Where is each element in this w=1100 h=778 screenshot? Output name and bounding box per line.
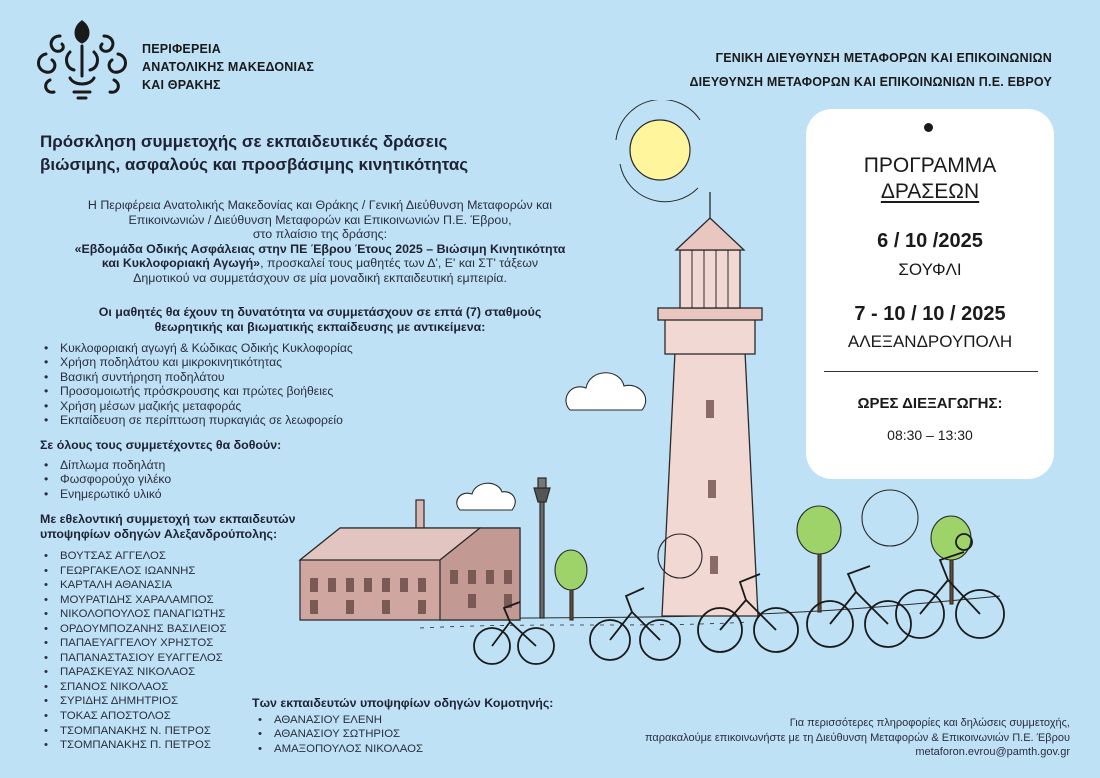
event-name-line2: και Κυκλοφοριακή Αγωγή» — [101, 256, 261, 271]
contact-info — [645, 716, 1070, 760]
intro-paragraph — [20, 198, 620, 286]
list-item: • ΜΟΥΡΑΤΙΔΗΣ ΧΑΡΑΛΑΜΠΟΣ — [38, 593, 227, 608]
intro-line3: στο πλαίσιο της δράσης: — [252, 227, 388, 242]
event-name-line1: «Εβδομάδα Οδικής Ασφάλειας στην ΠΕ Έβρου Έτους 2025 – Βιώσιμη Κινητικότητα — [74, 241, 566, 256]
list-item: • Φωσφορούχο γιλέκο — [38, 472, 171, 486]
hours-label: ΩΡΕΣ ΔΙΕΞΑΓΩΓΗΣ: — [857, 395, 1003, 412]
volunteers-heading-line1: Με εθελοντική συμμετοχή των εκπαιδευτών — [40, 512, 296, 526]
intro-line5: , προσκαλεί τους μαθητές των Δ', Ε' και ΣΤ' τάξεων — [260, 256, 539, 271]
department-line2: ΔΙΕΥΘΥΝΣΗ ΜΕΤΑΦΟΡΩΝ ΚΑΙ ΕΠΙΚΟΙΝΩΝΙΩΝ Π.Ε. ΕΒΡΟΥ — [689, 75, 1052, 89]
volunteers-heading-line2: υποψηφίων οδηγών Αλεξανδρούπολης: — [40, 526, 278, 541]
street-lamp-icon — [534, 478, 550, 618]
list-item: • ΟΡΔΟΥΜΠΟΖΑΝΗΣ ΒΑΣΙΛΕΙΟΣ — [38, 622, 227, 637]
list-item: • Δίπλωμα ποδηλάτη — [38, 458, 171, 472]
list-item: • Χρήση μέσων μαζικής μεταφοράς — [38, 399, 353, 413]
page-title-line2: βιώσιμης, ασφαλούς και προσβάσιμης κινητικότητας — [40, 155, 469, 174]
contact-email[interactable]: metaforon.evrou@pamth.gov.gr — [915, 746, 1070, 759]
contact-line2: παρακαλούμε επικοινωνήστε με τη Διεύθυνση Μεταφορών & Επικοινωνιών Π.Ε. Έβρου — [644, 731, 1070, 744]
list-item: • ΠΑΠΑΕΥΑΓΓΕΛΟΥ ΧΡΗΣΤΟΣ — [38, 636, 227, 651]
list-item: • ΒΟΥΤΣΑΣ ΑΓΓΕΛΟΣ — [38, 549, 227, 564]
volunteers-heading — [40, 512, 296, 541]
stations-heading — [40, 305, 600, 334]
program-title-line2: ΔΡΑΣΕΩΝ — [880, 180, 980, 203]
stations-heading-line2: θεωρητικής και βιωματικής εκπαίδευσης με αντικείμενα: — [154, 319, 486, 334]
list-item: • ΠΑΠΑΝΑΣΤΑΣΙΟΥ ΕΥΑΓΓΕΛΟΣ — [38, 651, 227, 666]
list-item: • Προσομοιωτής πρόσκρουσης και πρώτες βοήθειες — [38, 384, 353, 398]
contact-line1: Για περισσότερες πληροφορίες και δηλώσεις συμμετοχής, — [789, 717, 1070, 729]
list-item: • Χρήση ποδηλάτου και μικροκινητικότητας — [38, 355, 353, 369]
region-name-line2: ΑΝΑΤΟΛΙΚΗΣ ΜΑΚΕΔΟΝΙΑΣ — [142, 60, 315, 74]
page-title — [40, 130, 600, 176]
list-item: • ΑΘΑΝΑΣΙΟΥ ΕΛΕΝΗ — [252, 713, 423, 727]
volunteers-list — [38, 549, 227, 753]
list-item: • ΤΣΟΜΠΑΝΑΚΗΣ Ν. ΠΕΤΡΟΣ — [38, 724, 227, 739]
list-item: • Ενημερωτικό υλικό — [38, 487, 171, 501]
sun-icon — [616, 100, 700, 202]
gifts-list — [38, 458, 171, 501]
region-name-line3: ΚΑΙ ΘΡΑΚΗΣ — [142, 78, 221, 92]
program-date-alexandroupoli: 7 - 10 / 10 / 2025 — [854, 303, 1006, 325]
list-item: • ΣΠΑΝΟΣ ΝΙΚΟΛΑΟΣ — [38, 680, 227, 695]
page-title-line1: Πρόσκληση συμμετοχής σε εκπαιδευτικές δράσεις — [40, 132, 448, 151]
stations-list — [38, 341, 353, 427]
list-item: • ΝΙΚΟΛΟΠΟΥΛΟΣ ΠΑΝΑΓΙΩΤΗΣ — [38, 607, 227, 622]
list-item: • ΠΑΡΑΣΚΕΥΑΣ ΝΙΚΟΛΑΟΣ — [38, 665, 227, 680]
intro-line1: Η Περιφέρεια Ανατολικής Μακεδονίας και Θράκης / Γενική Διεύθυνση Μεταφορών και — [87, 198, 553, 212]
intro-line6: Δημοτικού να συμμετάσχουν σε μία μοναδική εκπαιδευτική εμπειρία. — [133, 270, 507, 285]
list-item: • ΣΥΡΙΔΗΣ ΔΗΜΗΤΡΙΟΣ — [38, 694, 227, 709]
program-title-line1: ΠΡΟΓΡΑΜΜΑ — [863, 154, 997, 177]
komotini-list — [252, 713, 423, 756]
region-name — [142, 40, 314, 94]
department-line1: ΓΕΝΙΚΗ ΔΙΕΥΘΥΝΣΗ ΜΕΤΑΦΟΡΩΝ ΚΑΙ ΕΠΙΚΟΙΝΩΝΙΩΝ — [715, 51, 1052, 65]
hours-value: 08:30 – 13:30 — [887, 427, 973, 443]
stations-heading-line1: Οι μαθητές θα έχουν τη δυνατότητα να συμμετάσχουν σε επτά (7) σταθμούς — [98, 305, 542, 319]
gifts-heading: Σε όλους τους συμμετέχοντες θα δοθούν: — [40, 438, 282, 452]
list-item: • Κυκλοφοριακή αγωγή & Κώδικας Οδικής Κυκλοφορίας — [38, 341, 353, 355]
lighthouse-icon — [658, 192, 762, 616]
intro-line2: Επικοινωνιών / Διεύθυνση Μεταφορών και Επικοινωνιών Π.Ε. Έβρου, — [128, 212, 512, 227]
list-item: • ΤΣΟΜΠΑΝΑΚΗΣ Π. ΠΕΤΡΟΣ — [38, 738, 227, 753]
list-item: • ΑΜΑΞΟΠΟΥΛΟΣ ΝΙΚΟΛΑΟΣ — [252, 742, 423, 756]
list-item: • Εκπαίδευση σε περίπτωση πυρκαγιάς σε λεωφορείο — [38, 413, 353, 427]
program-date-soufli: 6 / 10 /2025 — [877, 230, 983, 252]
card-hole — [924, 123, 933, 132]
list-item: • ΤΟΚΑΣ ΑΠΟΣΤΟΛΟΣ — [38, 709, 227, 724]
program-place-alexandroupoli: ΑΛΕΞΑΝΔΡΟΥΠΟΛΗ — [847, 332, 1013, 351]
tree-icon — [555, 550, 587, 620]
region-logo-icon — [30, 14, 134, 102]
komotini-heading: Των εκπαιδευτών υποψηφίων οδηγών Κομοτηνής: — [252, 696, 554, 710]
list-item: • ΑΘΑΝΑΣΙΟΥ ΣΩΤΗΡΙΟΣ — [252, 727, 423, 741]
list-item: • ΓΕΩΡΓΑΚΕΛΟΣ ΙΩΑΝΝΗΣ — [38, 564, 227, 579]
list-item: • Βασική συντήρηση ποδηλάτου — [38, 370, 353, 384]
region-logo — [30, 14, 350, 104]
program-card — [806, 109, 1054, 479]
list-item: • ΚΑΡΤΑΛΗ ΑΘΑΝΑΣΙΑ — [38, 578, 227, 593]
program-title — [806, 153, 1054, 205]
department-header — [689, 46, 1052, 94]
card-divider — [824, 371, 1038, 372]
region-name-line1: ΠΕΡΙΦΕΡΕΙΑ — [142, 42, 221, 56]
program-place-soufli: ΣΟΥΦΛΙ — [898, 260, 962, 279]
factory-icon — [300, 500, 520, 620]
